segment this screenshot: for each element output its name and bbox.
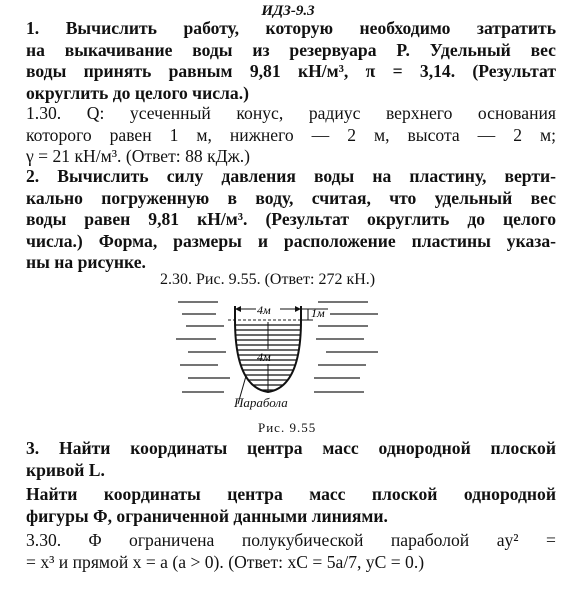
task-2-line-2: кально погруженную в воду, считая, что удельный вес (26, 187, 556, 208)
task-3-line-2: кривой L. (26, 459, 105, 480)
task-3b-line-1: Найти координаты центра масс плоской однородной (26, 484, 556, 504)
task-1-line-4: округлить до целого числа.) (26, 82, 249, 103)
problem-1-30 (26, 103, 556, 168)
task-3b (26, 484, 556, 527)
task-2 (26, 166, 556, 274)
task-2-line-3: воды равен 9,81 кН/м³. (Результат округлить до целого (26, 209, 556, 229)
figure-9-55 (168, 292, 428, 434)
problem-1-30-line-2: которого равен 1 м, нижнего — 2 м, высота — 2 м; (26, 124, 556, 145)
problem-3-30 (26, 530, 556, 573)
plate-diagram (168, 292, 428, 434)
task-3-line-1: 3. Найти координаты центра масс однородной плоской (26, 438, 556, 458)
problem-1-30-line-3: γ = 21 кН/м³. (Ответ: 88 кДж.) (26, 146, 251, 166)
task-1-line-1: 1. Вычислить работу, которую необходимо затратить (26, 18, 556, 38)
label-height: 4м (257, 350, 271, 364)
page-title: ИДЗ-9.3 (261, 3, 315, 19)
water-lines (176, 302, 378, 392)
problem-3-30-line-2: = x³ и прямой x = a (a > 0). (Ответ: xC = 5a/7, yC = 0.) (26, 551, 425, 572)
label-depth: 1м (311, 306, 325, 320)
task-1-line-2: на выкачивание воды из резервуара P. Удельный вес (26, 39, 556, 60)
task-2-line-5: ны на рисунке. (26, 252, 146, 272)
task-1 (26, 18, 556, 104)
problem-1-30-line-1: 1.30. Q: усеченный конус, радиус верхнего основания (26, 103, 556, 123)
problem-3-30-line-1: 3.30. Φ ограничена полукубической параболой ay² = (26, 530, 556, 550)
task-2-line-1: 2. Вычислить силу давления воды на пластину, верти- (26, 166, 556, 186)
label-parabola: Парабола (234, 395, 288, 410)
task-3 (26, 438, 556, 481)
task-3b-line-2: фигуры Φ, ограниченной данными линиями. (26, 505, 388, 526)
label-width: 4м (257, 303, 271, 317)
task-1-line-3: воды принять равным 9,81 кН/м³, π = 3,14. (Результат (26, 61, 556, 81)
task-2-line-4: числа.) Форма, размеры и расположение пластины указа- (26, 230, 556, 251)
problem-2-30: 2.30. Рис. 9.55. (Ответ: 272 кН.) (160, 271, 376, 288)
figure-caption: Рис. 9.55 (258, 420, 317, 435)
